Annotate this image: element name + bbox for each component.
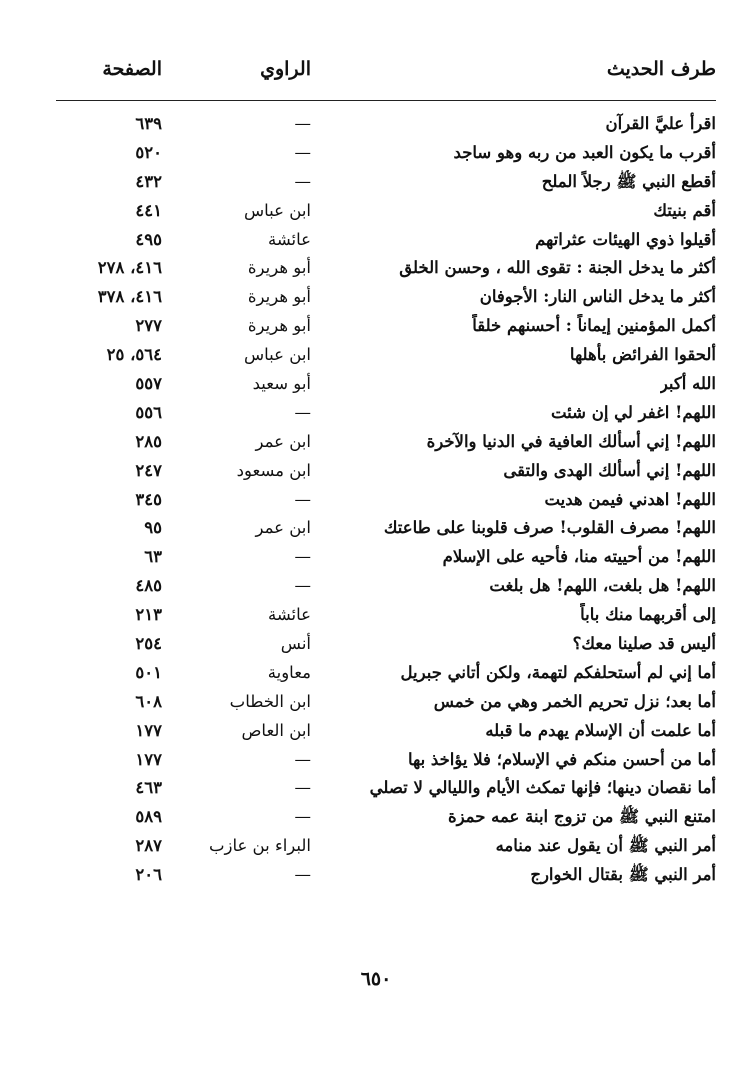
narrator-name: ابن عمر xyxy=(255,431,311,451)
narrator-name: ابن عباس xyxy=(244,345,311,365)
table-row xyxy=(56,254,716,283)
narrator-name: — xyxy=(294,547,311,567)
page-reference: ٦٠٨ xyxy=(135,691,162,711)
narrator-name: — xyxy=(294,489,311,509)
page-reference: ٤١٦، ٢٧٨ xyxy=(97,258,162,278)
hadith-text: أقطع النبي ﷺ رجلاً الملح xyxy=(541,171,716,191)
page-reference: ٤٣٢ xyxy=(135,171,162,191)
page-reference: ٦٣ xyxy=(144,547,162,567)
hadith-text: اللهم! من أحييته منا، فأحيه على الإسلام xyxy=(442,547,716,567)
narrator-name: أبو سعيد xyxy=(252,374,311,394)
page-reference: ١٧٧ xyxy=(135,720,162,740)
hadith-text: أما نقصان دينها؛ فإنها تمكث الأيام والليالي لا تصلي xyxy=(369,778,716,798)
table-row xyxy=(56,399,716,428)
page-reference: ٤٩٥ xyxy=(135,229,162,249)
table-row xyxy=(56,370,716,399)
page-reference: ٢٤٧ xyxy=(135,460,162,480)
table-row xyxy=(56,774,716,803)
table-header xyxy=(56,58,716,94)
page-reference: ٥٥٧ xyxy=(135,374,162,394)
narrator-name: البراء بن عازب xyxy=(208,836,311,856)
table-row xyxy=(56,110,716,139)
hadith-text: ألحقوا الفرائض بأهلها xyxy=(569,345,716,365)
hadith-text: أكثر ما يدخل الجنة : تقوى الله ، وحسن الخلق xyxy=(399,258,716,278)
page-reference: ٢١٣ xyxy=(135,605,162,625)
table-row xyxy=(56,601,716,630)
page-reference: ٢٨٥ xyxy=(135,431,162,451)
narrator-name: عائشة xyxy=(267,605,311,625)
table-row xyxy=(56,832,716,861)
page-reference: ٢٨٧ xyxy=(135,836,162,856)
narrator-name: — xyxy=(294,576,311,596)
hadith-text: أكمل المؤمنين إيماناً : أحسنهم خلقاً xyxy=(472,316,716,336)
header-page: الصفحة xyxy=(102,58,162,80)
hadith-text: أمر النبي ﷺ بقتال الخوارج xyxy=(530,865,716,885)
table-row xyxy=(56,803,716,832)
hadith-text: أما علمت أن الإسلام يهدم ما قبله xyxy=(485,720,716,740)
hadith-text: أكثر ما يدخل الناس النار: الأجوفان xyxy=(479,287,716,307)
table-row xyxy=(56,226,716,255)
page-reference: ٥٨٩ xyxy=(135,807,162,827)
page-reference: ٥٥٦ xyxy=(135,402,162,422)
table-row xyxy=(56,746,716,775)
narrator-name: — xyxy=(294,142,311,162)
hadith-text: اللهم! إني أسألك العافية في الدنيا والآخرة xyxy=(426,431,716,451)
hadith-text: أليس قد صلينا معك؟ xyxy=(572,634,716,654)
page-reference: ٤٤١ xyxy=(135,200,162,220)
hadith-text: امتنع النبي ﷺ من تزوج ابنة عمه حمزة xyxy=(447,807,716,827)
hadith-text: اقرأ عليَّ القرآن xyxy=(605,114,716,133)
table-row xyxy=(56,283,716,312)
table-row xyxy=(56,688,716,717)
page-reference: ٢٧٧ xyxy=(135,316,162,336)
page-reference: ١٧٧ xyxy=(135,749,162,769)
narrator-name: — xyxy=(294,807,311,827)
table-row xyxy=(56,717,716,746)
narrator-name: — xyxy=(294,865,311,885)
page-reference: ٩٥ xyxy=(144,518,162,538)
table-row xyxy=(56,457,716,486)
hadith-text: اللهم! اهدني فيمن هديت xyxy=(544,489,716,509)
hadith-text: أما من أحسن منكم في الإسلام؛ فلا يؤاخذ بها xyxy=(407,749,716,769)
hadith-text: اللهم! اغفر لي إن شئت xyxy=(550,402,716,422)
hadith-text: إلى أقربهما منك باباً xyxy=(580,605,716,625)
narrator-name: — xyxy=(294,114,311,133)
narrator-name: ابن مسعود xyxy=(236,460,311,480)
hadith-text: أقرب ما يكون العبد من ربه وهو ساجد xyxy=(453,142,716,162)
narrator-name: — xyxy=(294,171,311,191)
page-reference: ٢٠٦ xyxy=(135,865,162,885)
table-row xyxy=(56,572,716,601)
table-row xyxy=(56,543,716,572)
index-table xyxy=(56,110,716,890)
hadith-text: أما إني لم أستحلفكم لتهمة، ولكن أتاني جبريل xyxy=(400,662,716,682)
page-reference: ٥٢٠ xyxy=(135,142,162,162)
narrator-name: أبو هريرة xyxy=(247,258,311,278)
table-row xyxy=(56,514,716,543)
hadith-text: أقم بنيتك xyxy=(653,200,716,220)
narrator-name: أبو هريرة xyxy=(247,316,311,336)
hadith-text: اللهم! هل بلغت، اللهم! هل بلغت xyxy=(489,576,716,596)
table-row xyxy=(56,659,716,688)
narrator-name: ابن العاص xyxy=(241,720,311,740)
page-reference: ٣٤٥ xyxy=(135,489,162,509)
narrator-name: أنس xyxy=(280,634,311,654)
narrator-name: ابن الخطاب xyxy=(229,691,311,711)
table-row xyxy=(56,197,716,226)
hadith-text: الله أكبر xyxy=(659,374,716,394)
table-row xyxy=(56,312,716,341)
header-hadith: طرف الحديث xyxy=(606,58,716,80)
hadith-text: أما بعد؛ نزل تحريم الخمر وهي من خمس xyxy=(433,691,716,711)
narrator-name: ابن عمر xyxy=(255,518,311,538)
table-row xyxy=(56,168,716,197)
table-row xyxy=(56,630,716,659)
narrator-name: — xyxy=(294,778,311,798)
narrator-name: — xyxy=(294,749,311,769)
page-reference: ٥٠١ xyxy=(135,662,162,682)
table-row xyxy=(56,428,716,457)
table-row xyxy=(56,486,716,515)
page-reference: ٤٦٣ xyxy=(135,778,162,798)
hadith-text: اللهم! مصرف القلوب! صرف قلوبنا على طاعتك xyxy=(383,518,716,538)
page-number: ٦٥٠ xyxy=(360,968,392,990)
hadith-text: أمر النبي ﷺ أن يقول عند منامه xyxy=(495,836,716,856)
narrator-name: ابن عباس xyxy=(244,200,311,220)
table-row xyxy=(56,139,716,168)
header-divider xyxy=(56,100,716,101)
page-reference: ٥٦٤، ٢٥ xyxy=(106,345,162,365)
page-reference: ٦٣٩ xyxy=(135,114,162,133)
header-narrator: الراوي xyxy=(260,58,311,80)
hadith-text: أقيلوا ذوي الهيئات عثراتهم xyxy=(535,229,716,249)
narrator-name: عائشة xyxy=(267,229,311,249)
table-row xyxy=(56,341,716,370)
hadith-text: اللهم! إني أسألك الهدى والتقى xyxy=(503,460,716,480)
page-reference: ٤١٦، ٣٧٨ xyxy=(97,287,162,307)
narrator-name: معاوية xyxy=(267,662,311,682)
page-reference: ٤٨٥ xyxy=(135,576,162,596)
table-row xyxy=(56,861,716,890)
page-reference: ٢٥٤ xyxy=(135,634,162,654)
narrator-name: أبو هريرة xyxy=(247,287,311,307)
narrator-name: — xyxy=(294,402,311,422)
